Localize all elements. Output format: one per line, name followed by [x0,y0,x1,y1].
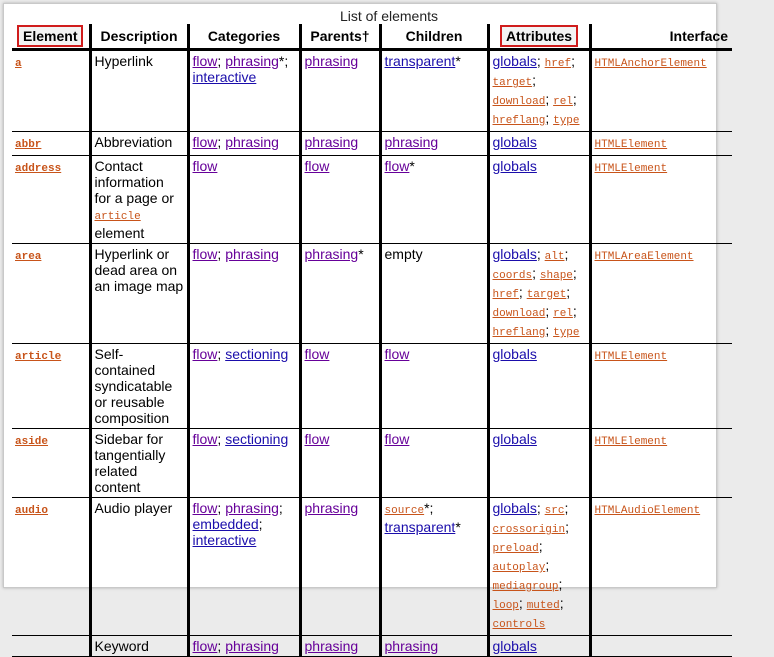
link-phrasing[interactable]: phrasing [384,134,439,150]
page-frame [3,3,728,654]
link-src[interactable]: src [544,505,565,517]
separator-text: ; [532,72,536,88]
highlighted-header: Element [17,25,83,47]
link-flow[interactable]: flow [384,431,410,447]
cell-interface [590,344,732,429]
cell-interface [590,498,732,636]
interface-link[interactable]: HTMLAreaElement [594,251,694,263]
link-flow[interactable]: flow [192,500,218,516]
link-autoplay[interactable]: autoplay [492,562,546,574]
element-name-link[interactable]: address [15,163,62,175]
separator-text: ; [217,346,226,362]
interface-link[interactable]: HTMLElement [594,139,668,151]
cell-interface [590,132,732,156]
separator-text: ; [217,500,226,516]
table-row [12,156,732,244]
link-globals[interactable]: globals [492,134,537,150]
interface-link[interactable]: HTMLAudioElement [594,505,701,517]
link-phrasing[interactable]: phrasing [225,638,279,654]
cell-attributes [488,50,590,132]
cell-attributes [488,636,590,657]
separator-text: ; [217,638,226,654]
link-phrasing[interactable]: phrasing [225,134,279,150]
cell-parents [300,50,380,132]
column-header-children[interactable]: Children [380,24,488,50]
separator-text: ; [532,265,540,281]
column-header-element[interactable] [12,24,90,50]
cell-element [12,344,90,429]
separator-text: ; [564,246,569,262]
interface-link[interactable]: HTMLElement [594,163,668,175]
link-phrasing[interactable]: phrasing [225,500,279,516]
link-mediagroup[interactable]: mediagroup [492,581,559,593]
separator-text: ; [564,500,569,516]
link-hreflang[interactable]: hreflang [492,115,546,127]
interface-link[interactable]: HTMLElement [594,436,668,448]
link-shape[interactable]: shape [539,270,573,282]
separator-text: ; [258,516,263,532]
cell-description [90,50,188,132]
link-interactive[interactable]: interactive [192,69,257,85]
cell-children [380,636,488,657]
link-flow[interactable]: flow [192,431,218,447]
table-row [12,429,732,498]
cell-element [12,636,90,657]
separator-text: * [455,519,461,535]
cell-interface [590,429,732,498]
link-flow[interactable]: flow [192,346,218,362]
cell-description [90,156,188,244]
column-header-attributes[interactable] [488,24,590,50]
separator-text: *; [424,500,434,516]
table-row [12,498,732,636]
link-phrasing[interactable]: phrasing [304,638,359,654]
separator-text: * [358,246,364,262]
cell-categories [188,156,300,244]
description-text: Hyperlink or dead area on an image map [94,246,184,294]
link-flow[interactable]: flow [304,346,330,362]
link-loop[interactable]: loop [492,600,519,612]
link-empty: empty [384,246,423,262]
cell-interface [590,636,732,657]
description-text: Contact information for a page or [94,158,174,206]
link-phrasing[interactable]: phrasing [384,638,439,654]
cell-attributes [488,429,590,498]
table-row [12,132,732,156]
link-article[interactable]: article [94,211,141,223]
cell-element [12,498,90,636]
link-flow[interactable]: flow [192,53,218,69]
cell-interface [590,156,732,244]
link-interactive[interactable]: interactive [192,532,257,548]
link-controls[interactable]: controls [492,619,546,631]
link-flow[interactable]: flow [384,158,410,174]
link-phrasing[interactable]: phrasing [304,246,359,262]
separator-text: ; [536,246,545,262]
separator-text: ; [566,284,571,300]
cell-attributes [488,344,590,429]
link-embedded[interactable]: embedded [192,516,259,532]
element-name-link[interactable]: abbr [15,139,42,151]
separator-text: ; [536,53,545,69]
separator-text: ; [217,53,226,69]
description-text: Hyperlink [94,53,153,69]
cell-children [380,344,488,429]
cell-interface [590,244,732,344]
cell-parents [300,429,380,498]
cell-description [90,244,188,344]
separator-text: ; [545,110,554,126]
cell-children [380,498,488,636]
table-row [12,50,732,132]
cell-categories [188,244,300,344]
description-text: Self-contained syndicatable or reusable composition [94,346,173,426]
table-row [12,244,732,344]
table-row [12,344,732,429]
link-globals[interactable]: globals [492,53,537,69]
cell-children [380,156,488,244]
cell-categories [188,50,300,132]
separator-text: ; [545,557,550,573]
separator-text: ; [518,595,527,611]
link-preload[interactable]: preload [492,543,539,555]
cell-description [90,344,188,429]
separator-text: ; [217,246,226,262]
separator-text: ; [545,91,554,107]
cell-categories [188,132,300,156]
cell-element [12,50,90,132]
description-text: Keyword [94,638,149,654]
separator-text: ; [545,303,554,319]
cell-description [90,636,188,657]
cell-parents [300,344,380,429]
cell-children [380,132,488,156]
header-row [12,24,732,50]
cell-children [380,429,488,498]
link-muted[interactable]: muted [526,600,560,612]
link-coords[interactable]: coords [492,270,533,282]
separator-text: * [409,158,415,174]
separator-text: ; [572,91,577,107]
cell-interface [590,50,732,132]
link-transparent[interactable]: transparent [384,53,456,69]
link-phrasing[interactable]: phrasing [304,53,359,69]
separator-text: ; [572,303,577,319]
cell-categories [188,636,300,657]
link-href[interactable]: href [492,289,519,301]
link-source[interactable]: source [384,505,425,517]
link-download[interactable]: download [492,308,546,320]
link-flow[interactable]: flow [304,158,330,174]
description-text: Abbreviation [94,134,173,150]
link-href[interactable]: href [544,58,572,70]
cell-parents [300,498,380,636]
cell-parents [300,244,380,344]
cell-description [90,132,188,156]
element-name-link[interactable]: a [15,58,22,70]
cell-description [90,498,188,636]
cell-element [12,244,90,344]
link-rel[interactable]: rel [553,96,573,108]
cell-parents [300,156,380,244]
separator-text: ; [518,284,527,300]
cell-attributes [488,156,590,244]
separator-text: *; [278,53,289,69]
description-text: element [94,225,145,241]
interface-link[interactable]: HTMLElement [594,351,668,363]
separator-text: ; [558,576,563,592]
link-phrasing[interactable]: phrasing [225,53,279,69]
separator-text: ; [538,538,543,554]
link-phrasing[interactable]: phrasing [304,500,359,516]
separator-text: ; [545,322,554,338]
cell-element [12,429,90,498]
link-flow[interactable]: flow [192,134,218,150]
interface-link[interactable]: HTMLAnchorElement [594,58,707,70]
cell-categories [188,344,300,429]
table-caption: List of elements [339,8,439,24]
separator-text: ; [217,134,226,150]
cell-children [380,244,488,344]
element-name-link[interactable]: area [15,251,42,263]
column-header-interface[interactable]: Interface [590,24,732,50]
link-flow[interactable]: flow [192,246,218,262]
link-type[interactable]: type [553,115,580,127]
link-download[interactable]: download [492,96,546,108]
elements-table [12,24,732,657]
link-type[interactable]: type [553,327,580,339]
separator-text: ; [217,431,226,447]
highlighted-header: Attributes [500,25,578,47]
cell-children [380,50,488,132]
link-hreflang[interactable]: hreflang [492,327,546,339]
link-globals[interactable]: globals [492,246,537,262]
column-header-parents[interactable]: Parents† [300,24,380,50]
link-globals[interactable]: globals [492,431,537,447]
link-phrasing[interactable]: phrasing [225,246,279,262]
description-text: Audio player [94,500,173,516]
element-name-link[interactable]: article [15,351,62,363]
link-globals[interactable]: globals [492,638,537,654]
cell-attributes [488,132,590,156]
link-target[interactable]: target [492,77,533,89]
link-sectioning[interactable]: sectioning [225,346,289,362]
link-globals[interactable]: globals [492,500,537,516]
cell-categories [188,498,300,636]
column-header-categories[interactable]: Categories [188,24,300,50]
cell-description [90,429,188,498]
column-header-description[interactable]: Description [90,24,188,50]
link-flow[interactable]: flow [304,431,330,447]
separator-text: ; [572,265,577,281]
table-row [12,636,732,657]
link-flow[interactable]: flow [384,346,410,362]
separator-text: ; [559,595,564,611]
link-rel[interactable]: rel [553,308,573,320]
element-name-link[interactable]: audio [15,505,49,517]
link-alt[interactable]: alt [544,251,565,263]
separator-text: ; [565,519,570,535]
element-name-link[interactable]: aside [15,436,49,448]
table-body [12,50,732,657]
link-flow[interactable]: flow [192,638,218,654]
separator-text: ; [571,53,575,69]
link-target[interactable]: target [526,289,567,301]
separator-text: ; [278,500,283,516]
link-phrasing[interactable]: phrasing [304,134,359,150]
link-crossorigin[interactable]: crossorigin [492,524,566,536]
link-sectioning[interactable]: sectioning [225,431,289,447]
separator-text: * [455,53,461,69]
cell-element [12,132,90,156]
cell-attributes [488,498,590,636]
link-globals[interactable]: globals [492,158,537,174]
link-transparent[interactable]: transparent [384,519,456,535]
link-globals[interactable]: globals [492,346,537,362]
cell-attributes [488,244,590,344]
link-flow[interactable]: flow [192,158,218,174]
cell-parents [300,636,380,657]
cell-parents [300,132,380,156]
cell-element [12,156,90,244]
description-text: Sidebar for tangentially related content [94,431,166,495]
cell-categories [188,429,300,498]
separator-text: ; [536,500,545,516]
